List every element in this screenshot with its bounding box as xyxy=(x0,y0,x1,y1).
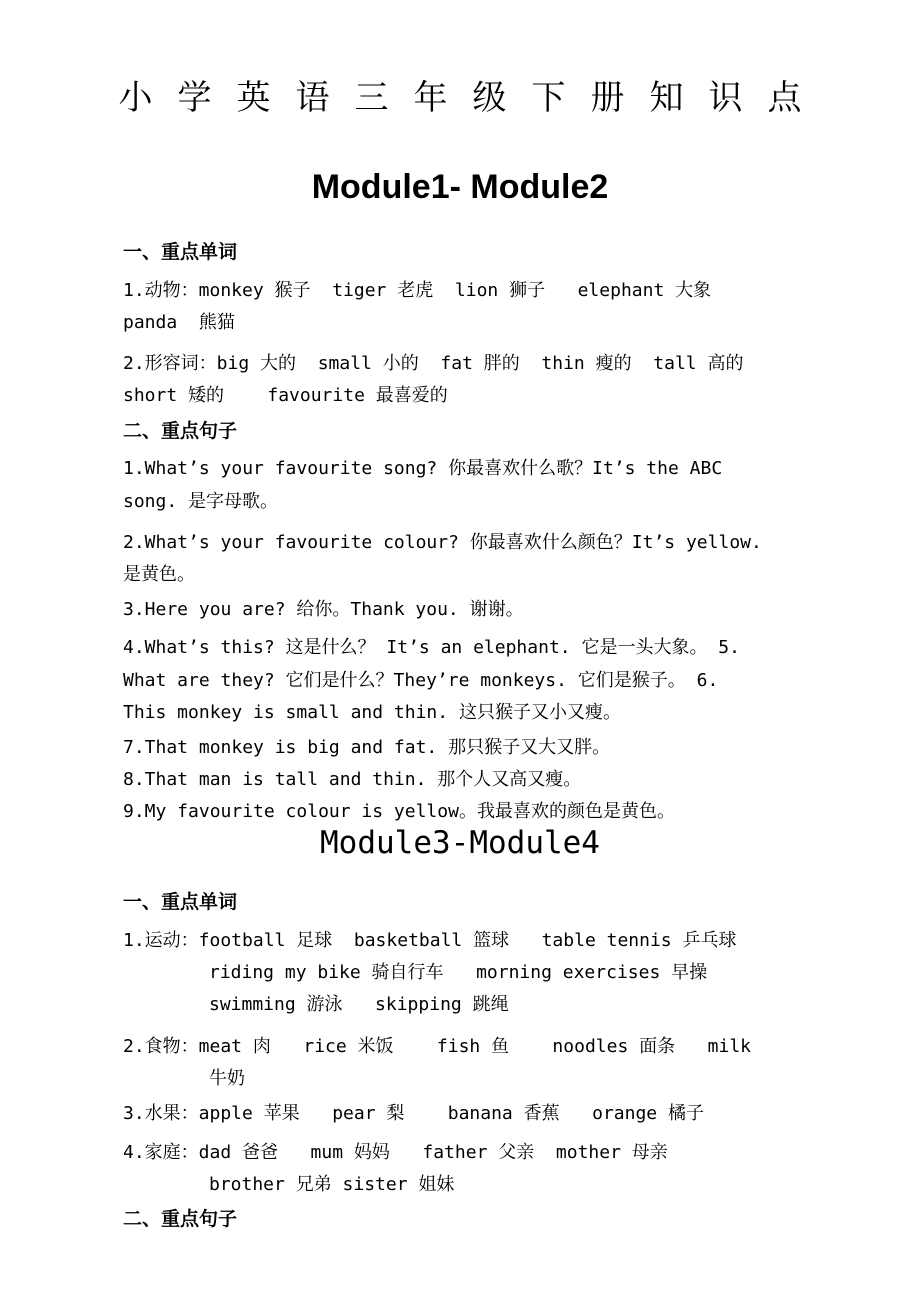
module34-vocab-line: 2.食物：meat 肉 rice 米饭 fish 鱼 noodles 面条 milk xyxy=(123,1036,751,1057)
module12-vocab-line: 2.形容词：big 大的 small 小的 fat 胖的 thin 瘦的 tall 高的 xyxy=(123,353,744,374)
module12-vocab-line: panda 熊猫 xyxy=(123,312,235,333)
module34-vocab-line: 3.水果：apple 苹果 pear 梨 banana 香蕉 orange 橘子 xyxy=(123,1103,704,1124)
module34-vocab-line: 牛奶 xyxy=(209,1068,245,1089)
module12-vocab-heading: 一、重点单词 xyxy=(123,241,238,263)
module12-vocab-line: 1.动物：monkey 猴子 tiger 老虎 lion 狮子 elephant 大象 xyxy=(123,280,712,301)
module34-vocab-heading: 一、重点单词 xyxy=(123,891,238,913)
module12-sentence-line: 4.What’s this? 这是什么？ It’s an elephant. 它是一头大象。 5. xyxy=(123,637,740,658)
module12-sentence-line: 3.Here you are? 给你。Thank you. 谢谢。 xyxy=(123,599,524,620)
module12-title: Module1- Module2 xyxy=(311,168,609,206)
module34-vocab-line: 1.运动：football 足球 basketball 篮球 table tennis 乒乓球 xyxy=(123,930,737,951)
module12-sentence-heading: 二、重点句子 xyxy=(123,420,238,442)
module34-vocab-line: riding my bike 骑自行车 morning exercises 早操 xyxy=(209,962,708,983)
module34-vocab-line: brother 兄弟 sister 姐妹 xyxy=(209,1174,455,1195)
module12-sentence-line: What are they? 它们是什么？They’re monkeys. 它们是猴子。 6. xyxy=(123,670,719,691)
module12-sentence-line: song. 是字母歌。 xyxy=(123,491,279,512)
module12-sentence-line: This monkey is small and thin. 这只猴子又小又瘦。 xyxy=(123,702,621,723)
main-title: 小学英语三年级下册知识点 xyxy=(118,78,827,118)
module34-vocab-line: swimming 游泳 skipping 跳绳 xyxy=(209,994,509,1015)
module12-sentence-line: 2.What’s your favourite colour? 你最喜欢什么颜色？It’s yellow. xyxy=(123,532,762,553)
module34-vocab-line: 4.家庭：dad 爸爸 mum 妈妈 father 父亲 mother 母亲 xyxy=(123,1142,668,1163)
module34-sentence-heading: 二、重点句子 xyxy=(123,1208,238,1230)
module34-title: Module3-Module4 xyxy=(320,825,600,861)
module12-sentence-line: 8.That man is tall and thin. 那个人又高又瘦。 xyxy=(123,769,582,790)
module12-vocab-line: short 矮的 favourite 最喜爱的 xyxy=(123,385,448,406)
module12-sentence-line: 是黄色。 xyxy=(123,564,195,585)
module12-sentence-line: 9.My favourite colour is yellow。我最喜欢的颜色是黄色。 xyxy=(123,801,675,822)
module12-sentence-line: 1.What’s your favourite song? 你最喜欢什么歌？It’s the ABC xyxy=(123,458,723,479)
module12-sentence-line: 7.That monkey is big and fat. 那只猴子又大又胖。 xyxy=(123,737,611,758)
